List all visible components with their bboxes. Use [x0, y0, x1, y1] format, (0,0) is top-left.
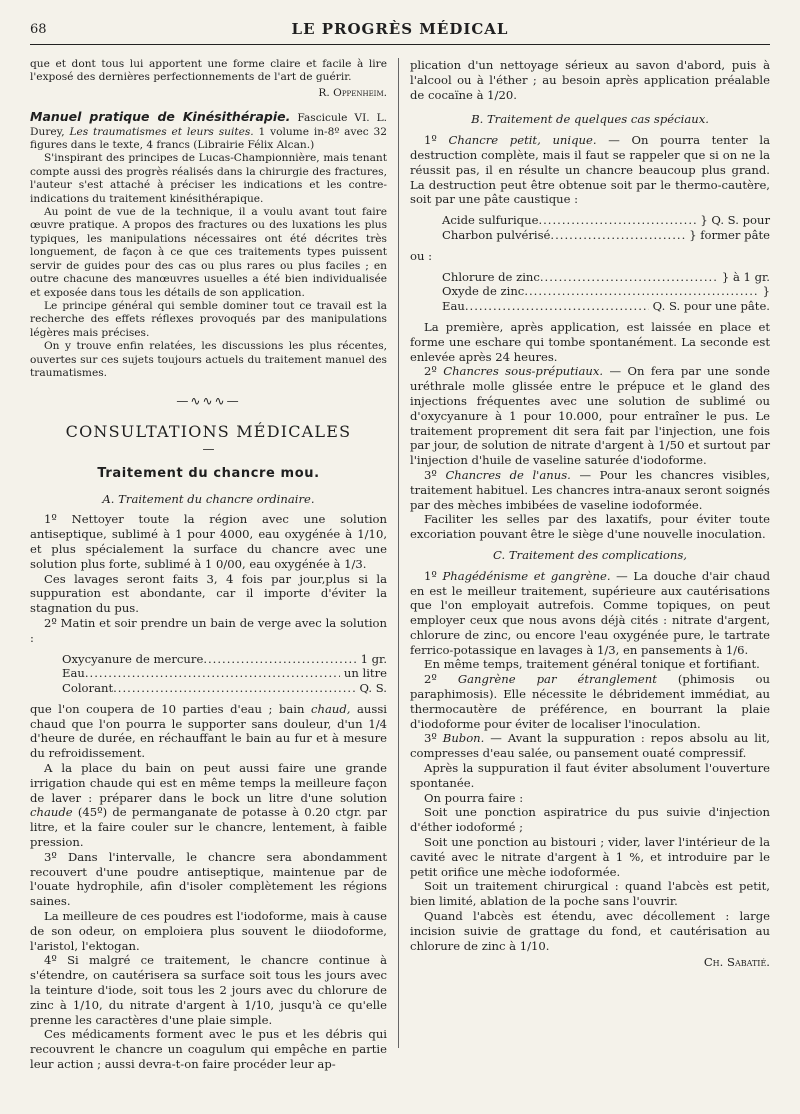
- paragraph: que l'on coupera de 10 parties d'eau ; bain chaud, aussi chaud que l'on pourra le supporter sans douleur, d'un 1/4 d'heure de durée, en réchauffant le bain au fur et à mesure du refroidissement.: [30, 701, 387, 761]
- paragraph: 1º Nettoyer toute la région avec une solution antiseptique, sublimé à 1 pour 4000, eau oxygénée à 1/10, et plus spécialement la surface du chancre avec une solution plus forte, sublimé à 1 0/00, eau oxygénée à 1/3.: [30, 512, 387, 571]
- formula-alternative: ou :: [410, 248, 433, 263]
- article-signature: Ch. Sabatié.: [703, 955, 770, 970]
- paragraph: Après la suppuration il faut éviter absolument l'ouverture spontanée.: [410, 761, 770, 790]
- review-paragraph: Le principe général qui semble dominer tout ce travail est la recherche des effets réflexes provoqués par des manipulations légères mais précises.: [30, 299, 387, 339]
- formula-row: Oxyde de zinc ..... }: [442, 284, 770, 299]
- paragraph: La première, après application, est laissée en place et forme une eschare qui tombe spontanément. La seconde est enlevée après 24 heures.: [410, 319, 770, 364]
- paragraph: Ces lavages seront faits 3, 4 fois par jour,plus si la suppuration est abondante, car il importe d'éviter la stagnation du pus.: [30, 571, 387, 616]
- review-intro-text: que et dont tous lui apportent une forme claire et facile à lire l'exposé des dernières perfectionnements de l'art de guérir.: [30, 58, 387, 84]
- left-column: [30, 58, 387, 1072]
- formula-chlorure: [442, 270, 770, 314]
- paragraph: 2º Matin et soir prendre un bain de verge avec la solution :: [30, 615, 387, 645]
- paragraph: 2º Chancres sous-préputiaux. — On fera par une sonde uréthrale molle glissée entre le prépuce et le gland des injections fréquentes avec une solution de sublimé ou d'oxycyanure à 1 pour 10.000, pour entraîner le pus. Le traitement proprement dit sera fait par l'injection, une fois par jour, de solution de nitrate d'argent à 1/50 et surtout par l'injection d'huile de vaseline saturée d'iodoforme.: [410, 364, 770, 468]
- formula-oxycyanure: [62, 652, 387, 696]
- paragraph: Quand l'abcès est étendu, avec décollement : large incision suivie de grattage du fond, et cautérisation au chlorure de zinc à 1/10.: [410, 909, 770, 953]
- right-column: [410, 58, 770, 970]
- review-intro-signature: R. Oppenheim.: [318, 86, 387, 99]
- paragraph: La meilleure de ces poudres est l'iodoforme, mais à cause de son odeur, on emploiera plus souvent le diiodoforme, l'aristol, l'ektogan.: [30, 909, 387, 953]
- column-divider: [398, 58, 399, 1048]
- paragraph: Faciliter les selles par des laxatifs, pour éviter toute excoriation pouvant être le siège d'une nouvelle inoculation.: [410, 512, 770, 542]
- formula-row: Colorant ..... Q. S.: [62, 681, 387, 696]
- paragraph: plication d'un nettoyage sérieux au savon d'abord, puis à l'alcool ou à l'éther ; au besoin après application préalable de cocaïne à 1/20.: [410, 58, 770, 102]
- paragraph: Ces médicaments forment avec le pus et les débris qui recouvrent le chancre un coagulum qui empêche en partie leur action ; aussi devra-t-on faire procéder leur ap-: [30, 1027, 387, 1072]
- paragraph: Soit une ponction au bistouri ; vider, laver l'intérieur de la cavité avec le nitrate d'argent à 1 %, et introduire par le petit orifice une mèche iodoformée.: [410, 835, 770, 879]
- paragraph: En même temps, traitement général tonique et fortifiant.: [424, 657, 760, 672]
- paragraph: 3º Chancres de l'anus. — Pour les chancres visibles, traitement habituel. Les chancres intra-anaux seront soignés par des mèches imbibées de vaseline iodoformée.: [410, 467, 771, 512]
- review-author: Fascicule VI. L. Durey,: [30, 112, 388, 138]
- subhead-a: A. Traitement du chancre ordinaire.: [102, 491, 315, 506]
- review-paragraph: Au point de vue de la technique, il a voulu avant tout faire œuvre pratique. A propos des fractures ou des luxations les plus typiques, les manipulations nécessaires ont été décrites très longuement, de façon à ce que ces traitements types puissent servir de guides pour des cas ou plus rares ou plus faciles ; en outre chacune des manœuvres usuelles a été bien individualisée et exposée dans tous les détails de son application.: [30, 206, 387, 299]
- paragraph: 2º Gangrène par étranglement (phimosis ou paraphimosis). Elle nécessite le débridement immédiat, au thermocautère de préférence, en bourrant la plaie d'iodoforme pour éviter de localiser l'inoculation.: [410, 672, 771, 731]
- review-subtitle: Les traumatismes et leurs suites.: [69, 125, 254, 138]
- section-dash: —: [202, 441, 215, 456]
- paragraph: 3º Bubon. — Avant la suppuration : repos absolu au lit, compresses d'eau salée, ou pansement ouaté compressif.: [410, 731, 770, 761]
- subhead-c: C. Traitement des complications,: [493, 547, 687, 562]
- review-publication: 1 volume in-8º avec 32 figures dans le texte, 4 francs (Librairie Félix Alcan.): [30, 125, 387, 152]
- journal-title: LE PROGRÈS MÉDICAL: [291, 20, 509, 38]
- formula-row: Eau ..... un litre: [62, 666, 387, 681]
- page-header: [30, 18, 770, 45]
- formula-row: Oxycyanure de mercure ..... 1 gr.: [62, 652, 387, 667]
- paragraph: 4º Si malgré ce traitement, le chancre continue à s'étendre, on cautérisera sa surface soit tous les jours avec la teinture d'iode, soit tous les 2 jours avec du chlorure de zinc à 1/10, du nitrate d'argent à 1/10, jusqu'à ce qu'elle prenne les caractères d'une plaie simple.: [30, 953, 387, 1027]
- review-heading: [30, 110, 387, 152]
- paragraph: Soit une ponction aspiratrice du pus suivie d'injection d'éther iodoformé ;: [410, 805, 770, 835]
- paragraph: 1º Phagédénisme et gangrène. — La douche d'air chaud en est le meilleur traitement, supérieure aux cautérisations que l'on employait autrefois. Comme topiques, on peut employer ceux que nous avons déjà cités : nitrate d'argent, chlorure de zinc, ou encore l'eau oxygénée pure, le tartrate ferrico-potassique en lavages à 1/3, en pansements à 1/6.: [410, 568, 770, 657]
- page-number: 68: [30, 22, 47, 37]
- section-title: CONSULTATIONS MÉDICALES: [65, 422, 352, 442]
- paragraph: 1º Chancre petit, unique. — On pourra tenter la destruction complète, mais il faut se rappeler que si on ne la réussit pas, il en résulte un chancre beaucoup plus grand. La destruction peut être obtenue soit par le thermo-cautère, soit par une pâte caustique :: [410, 133, 770, 207]
- formula-acide: [442, 213, 770, 243]
- review-paragraph: On y trouve enfin relatées, les discussions les plus récentes, ouvertes sur ces sujets toujours actuels du traitement manuel des traumatismes.: [30, 340, 387, 379]
- section-ornament: —∿∿∿—: [176, 394, 241, 409]
- paragraph: 3º Dans l'intervalle, le chancre sera abondamment recouvert d'une poudre antiseptique, maintenue par de l'ouate hydrophile, afin d'isoler complètement les régions saines.: [30, 849, 387, 909]
- paragraph: A la place du bain on peut aussi faire une grande irrigation chaude qui est en même temps la meilleure façon de laver : préparer dans le bock un litre d'une solution chaude (45º) de permanganate de potasse à 0.20 ctgr. par litre, et la faire couler sur le chancre, lentement, à faible pression.: [30, 761, 387, 850]
- formula-row: Charbon pulvérisé ..... } former pâte: [442, 228, 770, 243]
- subhead-b: B. Traitement de quelques cas spéciaux.: [471, 112, 709, 127]
- formula-row: Eau ..... Q. S. pour une pâte.: [442, 299, 770, 314]
- formula-row: Chlorure de zinc ..... } à 1 gr.: [442, 270, 770, 285]
- article-title: Traitement du chancre mou.: [97, 465, 320, 481]
- formula-row: Acide sulfurique ..... } Q. S. pour: [442, 213, 770, 228]
- paragraph: Soit un traitement chirurgical : quand l'abcès est petit, bien limité, ablation de la poche sans l'ouvrir.: [410, 879, 770, 909]
- review-book-title: Manuel pratique de Kinésithérapie.: [30, 109, 291, 125]
- review-paragraph: S'inspirant des principes de Lucas-Championnière, mais tenant compte aussi des progrès réalisés dans la chirurgie des fractures, l'auteur s'est attaché à préciser les indications et les contre-indications du traitement kinésithérapique.: [30, 152, 387, 205]
- paragraph: On pourra faire :: [424, 790, 524, 805]
